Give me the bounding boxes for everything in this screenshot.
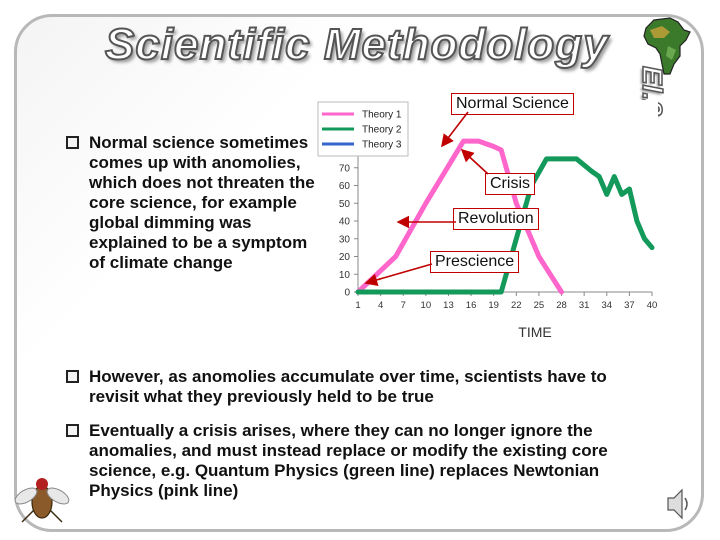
y-tick-label: 10 bbox=[338, 269, 350, 281]
bullet-checkbox-icon bbox=[66, 136, 79, 149]
y-tick-label: 20 bbox=[338, 252, 350, 263]
y-tick-label: 40 bbox=[338, 216, 350, 228]
x-tick-label: 28 bbox=[556, 300, 567, 311]
bullet-checkbox-icon bbox=[66, 424, 79, 437]
bullet-accumulate bbox=[66, 367, 656, 407]
callout-normal-science: Normal Science bbox=[451, 93, 574, 115]
callout-prescience: Prescience bbox=[430, 251, 519, 273]
y-tick-label: 50 bbox=[338, 198, 350, 210]
x-tick-label: 13 bbox=[443, 300, 454, 311]
x-tick-label: 7 bbox=[400, 300, 406, 311]
bullet-text: However, as anomolies accumulate over time, scientists have to revisit what they previously held to be true bbox=[89, 367, 607, 406]
x-tick-label: 40 bbox=[646, 300, 658, 311]
y-tick-label: 70 bbox=[338, 163, 350, 175]
y-tick-label: 0 bbox=[344, 287, 350, 299]
bullet-text: Normal science sometimes comes up with anomolies, which does not threaten the core science, for example global dimming was explained to be a symptom of climate change bbox=[89, 133, 315, 272]
y-tick-label: 60 bbox=[338, 181, 350, 192]
bullet-text: Eventually a crisis arises, where they can no longer ignore the anomalies, and must instead replace or modify the existing core science, e.g. Quantum Physics (green line) replaces Newtonian Physics (pink line) bbox=[89, 421, 608, 500]
x-tick-label: 25 bbox=[533, 300, 545, 311]
x-tick-label: 4 bbox=[377, 300, 384, 311]
slide-number: El.2 bbox=[637, 66, 668, 116]
callout-revolution: Revolution bbox=[453, 208, 539, 230]
insect-icon bbox=[12, 466, 72, 530]
x-tick-label: 34 bbox=[601, 300, 613, 311]
legend-label-3: Theory 3 bbox=[362, 139, 402, 151]
x-tick-label: 37 bbox=[624, 300, 635, 311]
x-tick-label: 22 bbox=[511, 300, 522, 311]
legend-label-1: Theory 1 bbox=[362, 109, 402, 121]
legend-label-2: Theory 2 bbox=[362, 124, 402, 136]
bullet-crisis bbox=[66, 421, 656, 501]
bullet-checkbox-icon bbox=[66, 370, 79, 383]
x-tick-label: 16 bbox=[465, 300, 477, 311]
bullet-anomalies bbox=[66, 133, 316, 273]
slide-title: Scientific Methodology bbox=[105, 20, 609, 69]
x-axis-label: TIME bbox=[518, 324, 552, 340]
x-tick-label: 1 bbox=[355, 300, 361, 311]
x-tick-label: 10 bbox=[420, 300, 432, 311]
africa-map-icon bbox=[640, 16, 694, 78]
x-tick-label: 19 bbox=[488, 300, 499, 311]
x-tick-label: 31 bbox=[578, 300, 590, 311]
speaker-icon[interactable] bbox=[666, 484, 692, 524]
y-tick-label: 30 bbox=[338, 234, 350, 246]
callout-crisis: Crisis bbox=[485, 173, 535, 195]
